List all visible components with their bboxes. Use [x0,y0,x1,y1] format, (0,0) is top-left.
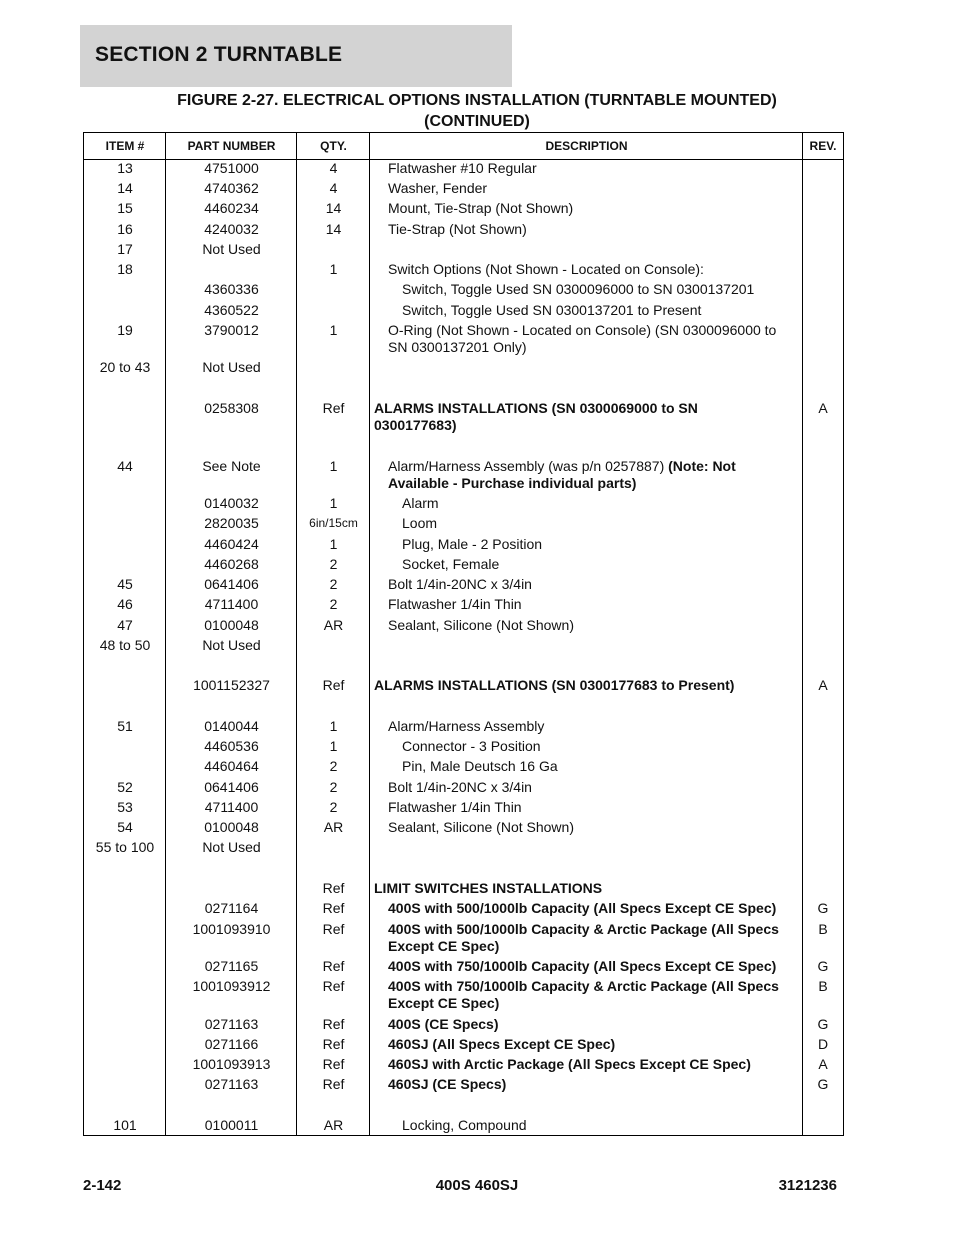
item-number-cell: 16 [117,221,133,237]
qty-cell: 14 [325,200,342,216]
description-text: Bolt 1/4in-20NC x 3/4in [388,779,532,795]
item-number-cell: 53 [117,799,133,815]
description-cell [370,261,803,278]
part-number-cell: 1001093910 [192,921,271,937]
rev-cell: D [817,1036,829,1052]
description-cell [370,200,803,217]
part-number-cell: 0271164 [204,900,259,916]
header-qty: QTY. [320,139,347,153]
rev-cell: G [817,1016,829,1032]
description-cell [370,515,803,532]
part-number-cell: 0100048 [204,617,259,633]
description-cell [370,799,803,816]
part-number-cell: 1001093912 [192,978,271,994]
rev-cell: G [817,900,829,916]
qty-cell: 2 [329,556,338,572]
part-number-cell: 4460234 [204,200,259,216]
item-number-cell: 52 [117,779,133,795]
figure-title: FIGURE 2-27. ELECTRICAL OPTIONS INSTALLATION (TURNTABLE MOUNTED) [177,92,777,109]
part-number-cell: 0641406 [204,576,259,592]
qty-cell: 2 [329,799,338,815]
qty-cell: Ref [322,921,345,937]
description-cell [370,400,803,434]
item-number-cell: 46 [117,596,133,612]
part-number-cell: 0271166 [204,1036,259,1052]
description-text: Alarm/Harness Assembly (was p/n 0257887) [388,458,669,474]
item-number-cell: 45 [117,576,133,592]
description-cell [370,758,803,775]
part-number-cell: 4751000 [204,160,259,176]
part-number-cell: 2820035 [204,515,259,531]
description-cell [370,322,803,356]
part-number-cell: Not Used [202,241,261,257]
description-cell [370,617,803,634]
description-cell [370,718,803,735]
description-cell [370,880,803,897]
part-number-cell: Not Used [202,359,261,375]
description-cell [370,160,803,177]
qty-cell: 1 [329,322,338,338]
qty-cell: AR [323,1117,344,1133]
part-number-cell: 4460464 [204,758,259,774]
description-text: 400S with 500/1000lb Capacity (All Specs Except CE Spec) [388,900,777,916]
description-cell [370,302,803,319]
description-cell [370,1076,803,1093]
item-number-cell: 19 [117,322,133,338]
description-text: 400S with 750/1000lb Capacity & Arctic Package (All Specs Except CE Spec) [388,978,779,1011]
description-cell [370,1117,803,1134]
header-rev: REV. [809,139,837,153]
qty-cell: Ref [322,1036,345,1052]
parts-table [83,132,844,1136]
description-text: Alarm [402,495,439,511]
part-number-cell: 0641406 [204,779,259,795]
qty-cell: 14 [325,221,342,237]
description-text: ALARMS INSTALLATIONS (SN 0300069000 to SN 0300177683) [374,400,698,433]
qty-cell: Ref [322,677,345,693]
part-number-cell: 1001093913 [192,1056,271,1072]
description-text: Loom [402,515,438,531]
description-cell [370,596,803,613]
description-cell [370,1036,803,1053]
description-cell [370,1056,803,1073]
item-number-cell: 47 [117,617,133,633]
qty-cell: Ref [322,400,345,416]
qty-cell: Ref [322,1016,345,1032]
qty-cell: 2 [329,758,338,774]
item-number-cell: 18 [117,261,133,277]
description-cell [370,221,803,238]
description-text: 460SJ (All Specs Except CE Spec) [388,1036,616,1052]
description-text: Switch, Toggle Used SN 0300096000 to SN 0300137201 [402,281,755,297]
part-number-cell: 4711400 [204,596,259,612]
description-cell [370,495,803,512]
description-cell [370,458,803,492]
part-number-cell: 0100011 [204,1117,259,1133]
item-number-cell: 101 [113,1117,137,1133]
section-title: SECTION 2 TURNTABLE [95,43,343,66]
item-number-cell: 44 [117,458,133,474]
part-number-cell: 4360336 [204,281,259,297]
rev-cell: A [818,400,828,416]
qty-cell: 1 [329,536,338,552]
description-text: Mount, Tie-Strap (Not Shown) [388,200,574,216]
item-number-cell: 17 [117,241,133,257]
description-text: Tie-Strap (Not Shown) [388,221,527,237]
part-number-cell: 4460424 [204,536,259,552]
rev-cell: B [818,921,828,937]
part-number-cell: 4360522 [204,302,259,318]
description-text: Switch, Toggle Used SN 0300137201 to Present [402,302,702,318]
item-number-cell: 20 to 43 [99,359,151,375]
part-number-cell: 4460268 [204,556,259,572]
description-cell [370,779,803,796]
part-number-cell: 0271163 [204,1076,259,1092]
description-text: O-Ring (Not Shown - Located on Console) (SN 0300096000 to SN 0300137201 Only) [388,322,777,355]
part-number-cell: 4240032 [204,221,259,237]
description-text: 460SJ (CE Specs) [388,1076,507,1092]
qty-cell: 4 [329,160,338,176]
rev-cell: B [818,978,828,994]
description-text: Flatwasher #10 Regular [388,160,537,176]
part-number-cell: 4711400 [204,799,259,815]
description-cell [370,921,803,955]
rev-cell: G [817,1076,829,1092]
part-number-cell: 0100048 [204,819,259,835]
description-text: Bolt 1/4in-20NC x 3/4in [388,576,532,592]
qty-cell: 2 [329,779,338,795]
description-text: Flatwasher 1/4in Thin [388,596,522,612]
part-number-cell: 3790012 [204,322,259,338]
figure-title-continued: (CONTINUED) [424,113,530,130]
description-text: ALARMS INSTALLATIONS (SN 0300177683 to Present) [374,677,735,693]
description-cell [370,281,803,298]
description-text: Switch Options (Not Shown - Located on Console): [388,261,704,277]
description-text: 400S with 500/1000lb Capacity & Arctic Package (All Specs Except CE Spec) [388,921,779,954]
description-text: Alarm/Harness Assembly [388,718,545,734]
description-cell [370,738,803,755]
description-text: Sealant, Silicone (Not Shown) [388,617,574,633]
qty-cell: 1 [329,458,338,474]
rev-cell: G [817,958,829,974]
part-number-cell: 0271163 [204,1016,259,1032]
header-description: DESCRIPTION [545,139,628,153]
qty-cell: 2 [329,596,338,612]
description-text: Connector - 3 Position [402,738,541,754]
description-cell [370,536,803,553]
qty-cell: 1 [329,738,338,754]
description-cell [370,819,803,836]
description-text: 400S (CE Specs) [388,1016,499,1032]
description-cell [370,576,803,593]
item-number-cell: 54 [117,819,133,835]
description-text: 400S with 750/1000lb Capacity (All Specs Except CE Spec) [388,958,777,974]
item-number-cell: 48 to 50 [99,637,151,653]
document-number: 3121236 [778,1177,837,1194]
rev-cell: A [818,1056,828,1072]
description-text: LIMIT SWITCHES INSTALLATIONS [374,880,603,896]
qty-cell: Ref [322,958,345,974]
description-cell [370,1016,803,1033]
description-text: 460SJ with Arctic Package (All Specs Except CE Spec) [388,1056,751,1072]
description-text: Locking, Compound [402,1117,527,1133]
description-cell [370,677,803,694]
qty-cell: 1 [329,261,338,277]
part-number-cell: 4460536 [204,738,259,754]
part-number-cell: Not Used [202,637,261,653]
part-number-cell: 0140044 [204,718,259,734]
qty-cell: Ref [322,880,345,896]
item-number-cell: 15 [117,200,133,216]
part-number-cell: See Note [202,458,261,474]
part-number-cell: 4740362 [204,180,259,196]
description-text: Sealant, Silicone (Not Shown) [388,819,574,835]
qty-cell: Ref [322,900,345,916]
qty-cell: AR [323,617,344,633]
rev-cell: A [818,677,828,693]
description-cell [370,180,803,197]
description-note: (Note: Not Available - Purchase individual parts) [388,458,736,491]
description-cell [370,556,803,573]
item-number-cell: 51 [117,718,133,734]
part-number-cell: 0140032 [204,495,259,511]
item-number-cell: 14 [117,180,133,196]
part-number-cell: Not Used [202,839,261,855]
description-text: Plug, Male - 2 Position [402,536,543,552]
qty-cell: Ref [322,1056,345,1072]
qty-cell: 2 [329,576,338,592]
part-number-cell: 1001152327 [193,677,270,693]
description-cell [370,978,803,1012]
description-text: Socket, Female [402,556,500,572]
page-number: 2-142 [83,1177,122,1194]
item-number-cell: 55 to 100 [95,839,155,855]
qty-cell: Ref [322,978,345,994]
description-text: Pin, Male Deutsch 16 Ga [402,758,558,774]
description-cell [370,900,803,917]
header-part-number: PART NUMBER [187,139,276,153]
description-text: Flatwasher 1/4in Thin [388,799,522,815]
qty-cell: 4 [329,180,338,196]
model-number: 400S 460SJ [435,1177,519,1194]
header-item: ITEM # [105,139,145,153]
qty-cell: AR [323,819,344,835]
description-text: Washer, Fender [388,180,488,196]
item-number-cell: 13 [117,160,133,176]
qty-cell: 6in/15cm [309,516,358,530]
part-number-cell: 0271165 [204,958,259,974]
description-cell [370,958,803,975]
qty-cell: 1 [329,718,338,734]
part-number-cell: 0258308 [204,400,259,416]
qty-cell: Ref [322,1076,345,1092]
qty-cell: 1 [329,495,338,511]
